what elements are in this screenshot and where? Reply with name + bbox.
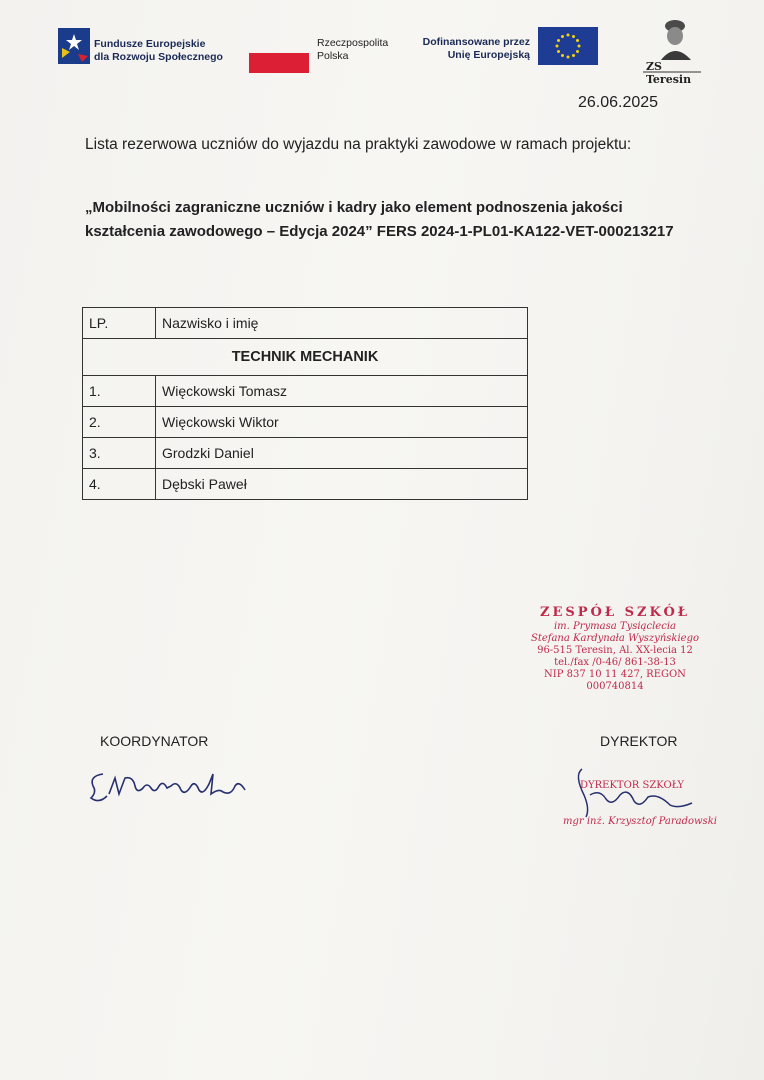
header-name: Nazwisko i imię: [156, 308, 528, 339]
row-name: Więckowski Wiktor: [156, 407, 528, 438]
logo-header: [56, 16, 706, 86]
table-row: [83, 438, 528, 469]
row-lp: 3.: [83, 438, 156, 469]
row-name: Więckowski Tomasz: [156, 376, 528, 407]
row-lp: 4.: [83, 469, 156, 500]
stamp-line-2: im. Prymasa Tysiąclecia: [553, 621, 676, 632]
director-label: DYREKTOR: [600, 733, 678, 749]
coordinator-label: KOORDYNATOR: [100, 733, 209, 749]
stamp-line-5: tel./fax /0-46/ 861-38-13: [554, 657, 676, 668]
table-row: [83, 469, 528, 500]
reserve-list-table: [82, 307, 528, 500]
poland-flag-icon: [249, 51, 309, 73]
european-funds-label: Fundusze Europejskie dla Rozwoju Społecznego: [94, 38, 223, 63]
row-lp: 1.: [83, 376, 156, 407]
director-stamp-title: DYREKTOR SZKOŁY: [580, 780, 684, 791]
school-logo-text: ZS Teresin: [646, 60, 692, 86]
european-funds-logo-icon: [58, 28, 90, 64]
table-section-row: [83, 339, 528, 376]
table-header-row: [83, 308, 528, 339]
header-lp: LP.: [83, 308, 156, 339]
section-title: TECHNIK MECHANIK: [83, 339, 528, 376]
row-name: Dębski Paweł: [156, 469, 528, 500]
stamp-line-6: NIP 837 10 11 427, REGON 000740814: [544, 669, 686, 692]
row-lp: 2.: [83, 407, 156, 438]
intro-text: Lista rezerwowa uczniów do wyjazdu na praktyki zawodowe w ramach projektu:: [85, 136, 632, 153]
table-row: [83, 407, 528, 438]
stamp-line-1: ZESPÓŁ SZKÓŁ: [539, 605, 691, 620]
stamp-line-3: Stefana Kardynała Wyszyńskiego: [530, 633, 699, 644]
poland-label: Rzeczpospolita Polska: [317, 37, 389, 62]
document-date: 26.06.2025: [578, 94, 659, 111]
director-name: mgr inż. Krzysztof Paradowski: [563, 816, 717, 827]
project-title: „Mobilności zagraniczne uczniów i kadry jako element podnoszenia jakości kształcenia zawodowego – Edycja 2024” FERS 2024-1-PL01-KA122-VET-000213217: [85, 199, 674, 240]
eu-cofinancing-label: Dofinansowane przez Unię Europejską: [422, 36, 530, 61]
stamp-line-4: 96-515 Teresin, Al. XX-lecia 12: [537, 645, 693, 656]
table-row: [83, 376, 528, 407]
coordinator-signature-icon: [85, 760, 265, 810]
row-name: Grodzki Daniel: [156, 438, 528, 469]
school-stamp: [520, 605, 710, 693]
eu-flag-icon: [538, 27, 598, 65]
